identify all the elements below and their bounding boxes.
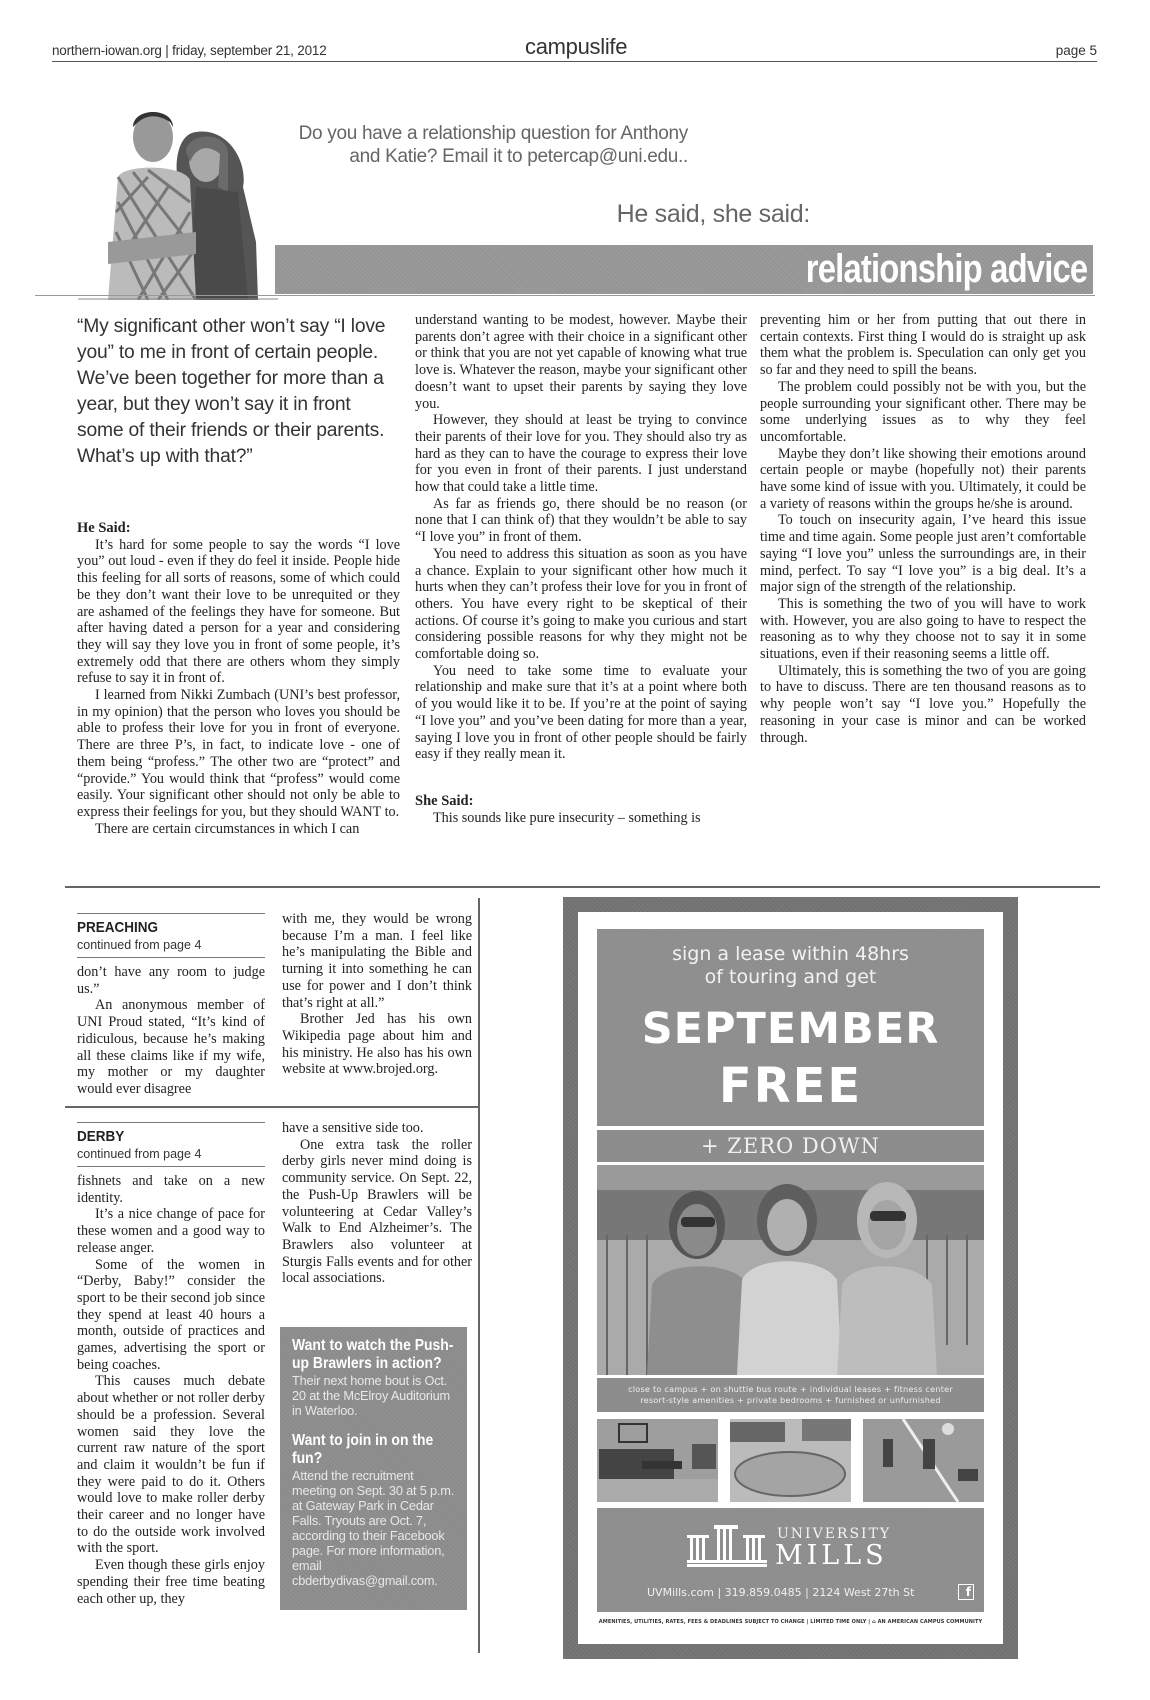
paragraph: There are certain circumstances in which I can [95, 820, 360, 837]
paragraph: You need to address this situation as soon as you have a chance. Explain to your significant other how much it hurts when they can’t profess their love for you in front of others. You have every right to be skeptical of their actions. Of course it’s going to make you curious and start considering possible reasons for why they might not be comfortable doing so. [415, 545, 747, 663]
ad-brand-panel [597, 1508, 984, 1612]
paragraph: This causes much debate about whether or not roller derby should be a profession. Several women said they love the current raw nature of the sport and claim it wouldn’t be fun if they were paid to do it. Others would love to make roller derby their career and no longer have to do the outside work involved with the sport. [77, 1373, 265, 1557]
paragraph: Brother Jed has his own Wikipedia page about him and his ministry. He also has his own website at www.brojed.org. [282, 1011, 472, 1078]
article-column-1 [77, 520, 400, 837]
ad-features-line: close to campus + on shuttle bus route + individual leases + fitness center [628, 1384, 953, 1394]
ad-features [597, 1378, 984, 1412]
paragraph: It’s a nice change of pace for these women and a good way to release anger. [77, 1206, 265, 1256]
banner-title: relationship advice [805, 247, 1087, 291]
divider [65, 1106, 478, 1108]
paragraph: It’s hard for some people to say the words “I love you” out loud - even if they do feel it inside. People hide this feeling for all sorts of reasons, some of which could be they don’t want their love to be unrequited or they are ashamed of the feelings they have for someone. But after having dated a person for a year and considering they will say they love you in front of some people, it’s extremely odd that there are others whom they simply refuse to say it in front of. [77, 536, 400, 687]
she-said-heading: She Said: [415, 792, 474, 809]
ad-brand-top: UNIVERSITY [777, 1526, 892, 1542]
facebook-icon: f [958, 1584, 974, 1600]
section-name: campuslife [525, 34, 628, 59]
ad-features-line: resort-style amenities + private bedrooms + furnished or unfurnished [640, 1395, 941, 1405]
derby-jump-column-a [77, 1122, 265, 1607]
university-mills-advertisement [563, 897, 1018, 1659]
preaching-jump-column-b [282, 911, 472, 1078]
site-and-date: northern-iowan.org | friday, september 21, 2012 [52, 43, 327, 58]
paragraph: understand wanting to be modest, however. Maybe their parents don’t agree with their choice in a significant other or think that you are not yet capable of knowing what true love is. Whatever the reason, maybe your significant other doesn’t want to upset their parents by saying they love you. [415, 312, 747, 412]
ad-photo-three-women [597, 1165, 984, 1375]
prompt-line-1: Do you have a relationship question for Anthony [298, 123, 688, 144]
paragraph: preventing him or her from putting that out there in certain contexts. First thing I would do is straight up ask them what the problem is. Speculation can only get you so far and they need to spill the beans. [760, 312, 1086, 379]
paragraph: Ultimately, this is something the two of you are going to have to discuss. There are ten thousand reasons as to why people won’t say “I love you.” Hopefully the reasoning in your case is minor and can be worked through. [760, 662, 1086, 746]
preaching-jump-column-a [77, 913, 265, 1098]
derby-info-box [280, 1327, 467, 1610]
ad-photo-volleyball [863, 1419, 984, 1502]
paragraph: don’t have any room to judge us.” [77, 964, 265, 997]
ad-offer-panel [597, 929, 984, 1126]
jump-header [77, 1122, 265, 1167]
jump-header [77, 913, 265, 958]
jump-continued: continued from page 4 [77, 938, 202, 952]
ad-fine-print: AMENITIES, UTILITIES, RATES, FEES & DEADLINES SUBJECT TO CHANGE | LIMITED TIME ONLY | ⌂ AN AMERICAN CAMPUS COMMUNITY [598, 1619, 983, 1625]
ad-tagline-line: sign a lease within 48hrs [672, 943, 909, 965]
divider [65, 886, 1100, 888]
jump-title: DERBY [77, 1128, 125, 1145]
paragraph: Even though these girls enjoy spending their free time beating each other up, they [77, 1557, 265, 1607]
paragraph: Maybe they don’t like showing their emotions around certain people or maybe (hopefully not) their parents have some kind of issue with you. Ultimately, it could be a variety of reasons within the groups he/she is around. [760, 445, 1086, 512]
ad-headline: FREE [718, 1058, 863, 1114]
feature-kicker: He said, she said: [616, 200, 810, 228]
he-said-heading: He Said: [77, 520, 131, 536]
info-box-heading: Want to join in on the fun? [292, 1432, 434, 1467]
paragraph: However, they should at least be trying to convince their parents of their love for you. They should also try as hard as they can to have the courage to express their love for you even in front of their parents. I just understand how that could take a little time. [415, 412, 747, 496]
info-box-text: Attend the recruitment meeting on Sept. 30 at 5 p.m. at Gateway Park in Cedar Falls. Tryouts are Oct. 7, according to their Facebook page. For more information, email cbderbydivas@gmail.com. [292, 1468, 455, 1588]
ad-photo-pool [730, 1419, 851, 1502]
ad-tagline [597, 943, 984, 989]
feature-banner [275, 245, 1093, 294]
article-column-2 [415, 312, 747, 826]
reader-question: “My significant other won’t say “I love you” to me in front of certain people. We’ve been together for more than a year, but they won’t say it in front some of their friends or their parents. What’s up with that?” [77, 316, 386, 467]
paragraph: Some of the women in “Derby, Baby!” consider the sport to be their second job since they spend at least 40 hours a month, outside of practices and games, advertising the sport or being coaches. [77, 1256, 265, 1373]
info-box-text: Their next home bout is Oct. 20 at the McElroy Auditorium in Waterloo. [292, 1373, 450, 1418]
question-prompt [288, 122, 688, 168]
article-column-3 [760, 312, 1086, 746]
paragraph: I learned from Nikki Zumbach (UNI’s best professor, in my opinion) that the person who loves you should be able to profess their love for you in front of everyone. There are three P’s, in fact, to indicate love - one of them being “profess.” The other two are “protect” and “provide.” You would think that “profess” would come easily. Your significant other should not only be able to express their feelings for you, but they should WANT to. [77, 687, 400, 820]
university-mills-logo-icon [687, 1525, 767, 1567]
ad-headline: SEPTEMBER [641, 1004, 940, 1054]
jump-title: PREACHING [77, 919, 159, 936]
prompt-line-2: and Katie? Email it to petercap@uni.edu.. [349, 146, 688, 167]
jump-continued: continued from page 4 [77, 1147, 202, 1161]
columnist-photo [78, 92, 278, 300]
paragraph: To touch on insecurity again, I’ve heard this issue time and time again. Some people just aren’t comfortable saying “I love you” unless the surroundings are, in their mind, perfect. To say “I love you” is a big deal. It’s a major sign of the strength of the relationship. [760, 512, 1086, 596]
paragraph: with me, they would be wrong because I’m a man. I feel like he’s manipulating the Bible and turning it into something he can use for power and I don’t think that’s right at all.” [282, 911, 472, 1011]
paragraph: The problem could possibly not be with you, but the people surrounding your significant other. There may be some underlying issues as to why they feel uncomfortable. [760, 378, 1086, 445]
derby-jump-column-b [282, 1120, 472, 1287]
paragraph: An anonymous member of UNI Proud stated, “It’s kind of ridiculous, because he’s making all these claims like if my wife, my mother or my daughter would ever disagree [77, 997, 265, 1097]
divider [478, 898, 480, 1653]
paragraph: This sounds like pure insecurity – something is [433, 809, 701, 826]
masthead [52, 36, 1097, 62]
ad-brand-main: MILLS [775, 1540, 888, 1571]
paragraph: You need to take some time to evaluate your relationship and make sure that it’s at a point where both of you would like it to be. If you’re at the point of saying “I love you” and you’ve been dating for more than a year, saying I love you in front of other people should be fairly easy if they really mean it. [415, 662, 747, 763]
ad-photo-living-room [597, 1419, 718, 1502]
paragraph: have a sensitive side too. [282, 1120, 424, 1136]
page-number: page 5 [1055, 43, 1097, 58]
paragraph: One extra task the roller derby girls never mind doing is community service. On Sept. 22, the Push-Up Brawlers will be volunteering at Cedar Valley’s Walk to End Alzheimer’s. The Brawlers also volunteer at Sturgis Falls events and for other local associations. [282, 1136, 472, 1287]
info-box-heading: Want to watch the Push-up Brawlers in action? [292, 1337, 454, 1372]
paragraph: fishnets and take on a new identity. [77, 1173, 265, 1206]
ad-tagline-line: of touring and get [704, 966, 877, 988]
ad-subheadline: + ZERO DOWN [597, 1130, 984, 1162]
ad-contact: UVMills.com | 319.859.0485 | 2124 West 27th St [647, 1586, 915, 1599]
ad-inner-frame [578, 912, 1003, 1644]
paragraph: As far as friends go, there should be no reason (or none that I can think of) that they wouldn’t be able to say “I love you” in front of them. [415, 495, 747, 546]
divider [35, 295, 1095, 296]
paragraph: This is something the two of you will have to work with. However, you are also going to have to respect the reasoning as to why they choose not to say it in some situations, even if their reasoning seems a little off. [760, 595, 1086, 663]
